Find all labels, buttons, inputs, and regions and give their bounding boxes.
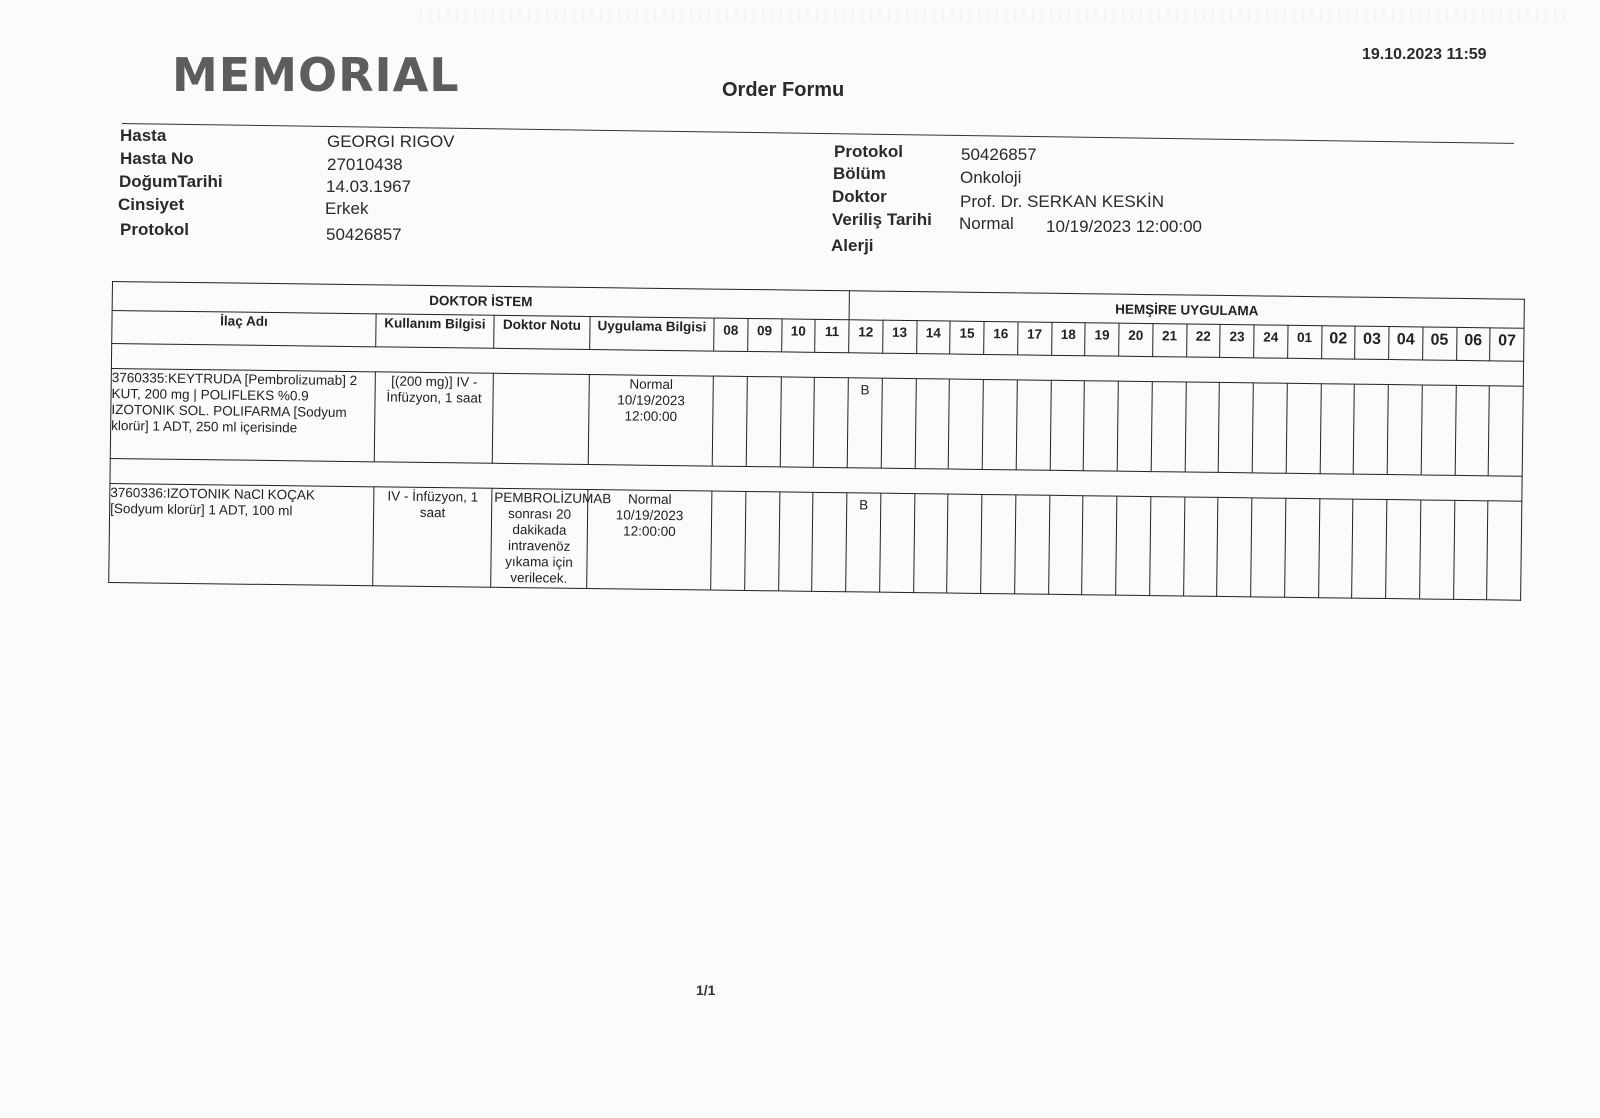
hour-cell-21[interactable] xyxy=(1151,382,1186,472)
application-date: 10/19/2023 xyxy=(617,392,685,409)
hour-cell-11[interactable] xyxy=(812,492,847,591)
usage-info: IV - İnfüzyon, 1 saat xyxy=(373,487,492,587)
hour-header-15: 15 xyxy=(950,321,984,354)
hour-header-07: 07 xyxy=(1490,328,1524,361)
patient-name-label: Hasta xyxy=(120,126,167,145)
hour-cell-10[interactable] xyxy=(778,492,813,591)
dob-label: DoğumTarihi xyxy=(119,172,223,191)
usage-info: [(200 mg)] IV - İnfüzyon, 1 saat xyxy=(374,372,493,463)
hour-cell-02[interactable] xyxy=(1320,384,1355,474)
hour-header-14: 14 xyxy=(916,321,950,354)
order-protocol-label: Protokol xyxy=(834,142,903,161)
hour-header-22: 22 xyxy=(1186,324,1220,357)
hour-cell-19[interactable] xyxy=(1082,496,1117,595)
drug-name: 3760335:KEYTRUDA [Pembrolizumab] 2 KUT, 200 mg | POLIFLEKS %0.9 IZOTONIK SOL. POLIFARMA [Sodyum klorür] 1 ADT, 250 ml içerisinde xyxy=(110,368,375,461)
page-title: Order Formu xyxy=(722,79,845,101)
hour-header-12: 12 xyxy=(849,320,883,353)
application-time: 12:00:00 xyxy=(623,523,676,540)
doctor-label: Doktor xyxy=(832,187,887,206)
hour-header-09: 09 xyxy=(747,318,781,351)
doctor-note: PEMBROLİZUMAB sonrası 20 dakikada intravenöz yıkama için verilecek. xyxy=(491,488,588,588)
hour-cell-08[interactable] xyxy=(711,491,746,590)
hour-cell-17[interactable] xyxy=(1014,495,1049,594)
hour-cell-03[interactable] xyxy=(1353,384,1388,474)
order-protocol: 50426857 xyxy=(961,145,1037,164)
hour-cell-04[interactable] xyxy=(1386,500,1421,599)
hour-cell-13[interactable] xyxy=(879,493,914,592)
hour-cell-09[interactable] xyxy=(746,376,781,466)
table-row xyxy=(109,483,1522,600)
col-drug-header: İlaç Adı xyxy=(112,311,376,347)
application-time: 12:00:00 xyxy=(624,408,678,425)
allergy-label: Alerji xyxy=(831,236,874,255)
order-table xyxy=(108,281,1525,601)
patient-no: 27010438 xyxy=(327,155,403,174)
gender: Erkek xyxy=(325,199,369,218)
hour-cell-05[interactable] xyxy=(1421,385,1456,475)
hour-cell-14[interactable] xyxy=(915,379,950,469)
department-label: Bölüm xyxy=(833,164,886,183)
gender-label: Cinsiyet xyxy=(118,195,185,214)
hour-header-02: 02 xyxy=(1321,326,1355,359)
hour-cell-15[interactable] xyxy=(948,379,983,469)
hour-cell-13[interactable] xyxy=(881,378,916,468)
scan-noise xyxy=(420,10,1570,20)
hour-cell-03[interactable] xyxy=(1352,499,1387,598)
hour-cell-10[interactable] xyxy=(780,377,815,467)
hour-cell-09[interactable] xyxy=(744,491,779,590)
hour-cell-24[interactable] xyxy=(1251,498,1286,597)
hour-cell-01[interactable] xyxy=(1286,383,1321,473)
hour-header-05: 05 xyxy=(1422,327,1456,360)
hour-cell-20[interactable] xyxy=(1117,381,1152,471)
application-type: Normal xyxy=(629,376,674,393)
hour-header-10: 10 xyxy=(781,319,815,352)
hour-header-13: 13 xyxy=(882,320,916,353)
hour-cell-18[interactable] xyxy=(1048,495,1083,594)
date-type: Normal xyxy=(959,214,1014,233)
hour-cell-19[interactable] xyxy=(1083,381,1118,471)
hour-cell-21[interactable] xyxy=(1149,497,1184,596)
hour-cell-07[interactable] xyxy=(1487,501,1522,600)
hour-cell-08[interactable] xyxy=(712,376,747,466)
hour-header-16: 16 xyxy=(984,321,1018,354)
hour-header-23: 23 xyxy=(1220,324,1254,357)
hour-cell-18[interactable] xyxy=(1050,380,1085,470)
drug-name: 3760336:IZOTONIK NaCl KOÇAK [Sodyum klorür] 1 ADT, 100 ml xyxy=(109,483,374,585)
hour-cell-23[interactable] xyxy=(1217,497,1252,596)
hour-cell-06[interactable] xyxy=(1455,385,1490,475)
doctor-note xyxy=(492,373,589,464)
application-date: 10/19/2023 xyxy=(615,507,684,524)
table-row xyxy=(110,368,1523,476)
hour-cell-01[interactable] xyxy=(1284,498,1319,597)
memorial-logo: MEMORIAL xyxy=(172,48,460,102)
hour-cell-02[interactable] xyxy=(1318,499,1353,598)
date-label: Veriliş Tarihi xyxy=(832,210,932,229)
col-usage-header: Kullanım Bilgisi xyxy=(376,314,494,348)
hour-cell-22[interactable] xyxy=(1185,382,1220,472)
hour-header-11: 11 xyxy=(815,319,849,352)
doctor-name: Prof. Dr. SERKAN KESKİN xyxy=(960,192,1165,211)
hour-header-19: 19 xyxy=(1085,323,1119,356)
hour-header-24: 24 xyxy=(1254,325,1288,358)
hour-cell-20[interactable] xyxy=(1116,496,1151,595)
hour-header-01: 01 xyxy=(1287,325,1321,358)
col-note-header: Doktor Notu xyxy=(494,315,590,349)
hour-cell-05[interactable] xyxy=(1419,500,1454,599)
order-table-wrapper xyxy=(108,281,1525,601)
hour-cell-16[interactable] xyxy=(982,379,1017,469)
hour-cell-07[interactable] xyxy=(1488,386,1523,476)
patient-protocol-label: Protokol xyxy=(120,220,189,239)
print-datetime: 19.10.2023 11:59 xyxy=(1362,46,1487,63)
hour-header-18: 18 xyxy=(1051,322,1085,355)
hour-header-03: 03 xyxy=(1355,326,1389,359)
dob: 14.03.1967 xyxy=(326,177,412,196)
hour-cell-12[interactable]: B xyxy=(847,378,882,468)
doctor-section-header: DOKTOR İSTEM xyxy=(112,282,849,320)
application-type: Normal xyxy=(627,491,672,508)
col-application-header: Uygulama Bilgisi xyxy=(590,317,714,352)
hour-cell-23[interactable] xyxy=(1218,382,1253,472)
hour-cell-15[interactable] xyxy=(947,494,982,593)
hour-header-04: 04 xyxy=(1389,327,1423,360)
hour-header-08: 08 xyxy=(714,318,748,351)
patient-name: GEORGI RIGOV xyxy=(327,132,455,151)
patient-no-label: Hasta No xyxy=(120,149,194,168)
patient-protocol: 50426857 xyxy=(326,225,402,244)
hour-cell-04[interactable] xyxy=(1387,385,1422,475)
hour-header-06: 06 xyxy=(1456,327,1490,360)
hour-header-21: 21 xyxy=(1152,324,1186,357)
hour-cell-06[interactable] xyxy=(1453,500,1488,599)
hour-cell-17[interactable] xyxy=(1016,380,1051,470)
department: Onkoloji xyxy=(960,168,1022,187)
hour-cell-22[interactable] xyxy=(1183,497,1218,596)
application-info xyxy=(588,375,713,467)
hour-header-20: 20 xyxy=(1119,323,1153,356)
hour-cell-14[interactable] xyxy=(913,494,948,593)
hour-cell-11[interactable] xyxy=(813,377,848,467)
nurse-section-header: HEMŞİRE UYGULAMA xyxy=(849,291,1524,328)
hour-header-17: 17 xyxy=(1017,322,1051,355)
order-date: 10/19/2023 12:00:00 xyxy=(1046,217,1202,236)
hour-cell-12[interactable]: B xyxy=(846,493,881,592)
hour-cell-24[interactable] xyxy=(1252,383,1287,473)
hour-cell-16[interactable] xyxy=(981,494,1016,593)
page-number: 1/1 xyxy=(696,982,716,998)
